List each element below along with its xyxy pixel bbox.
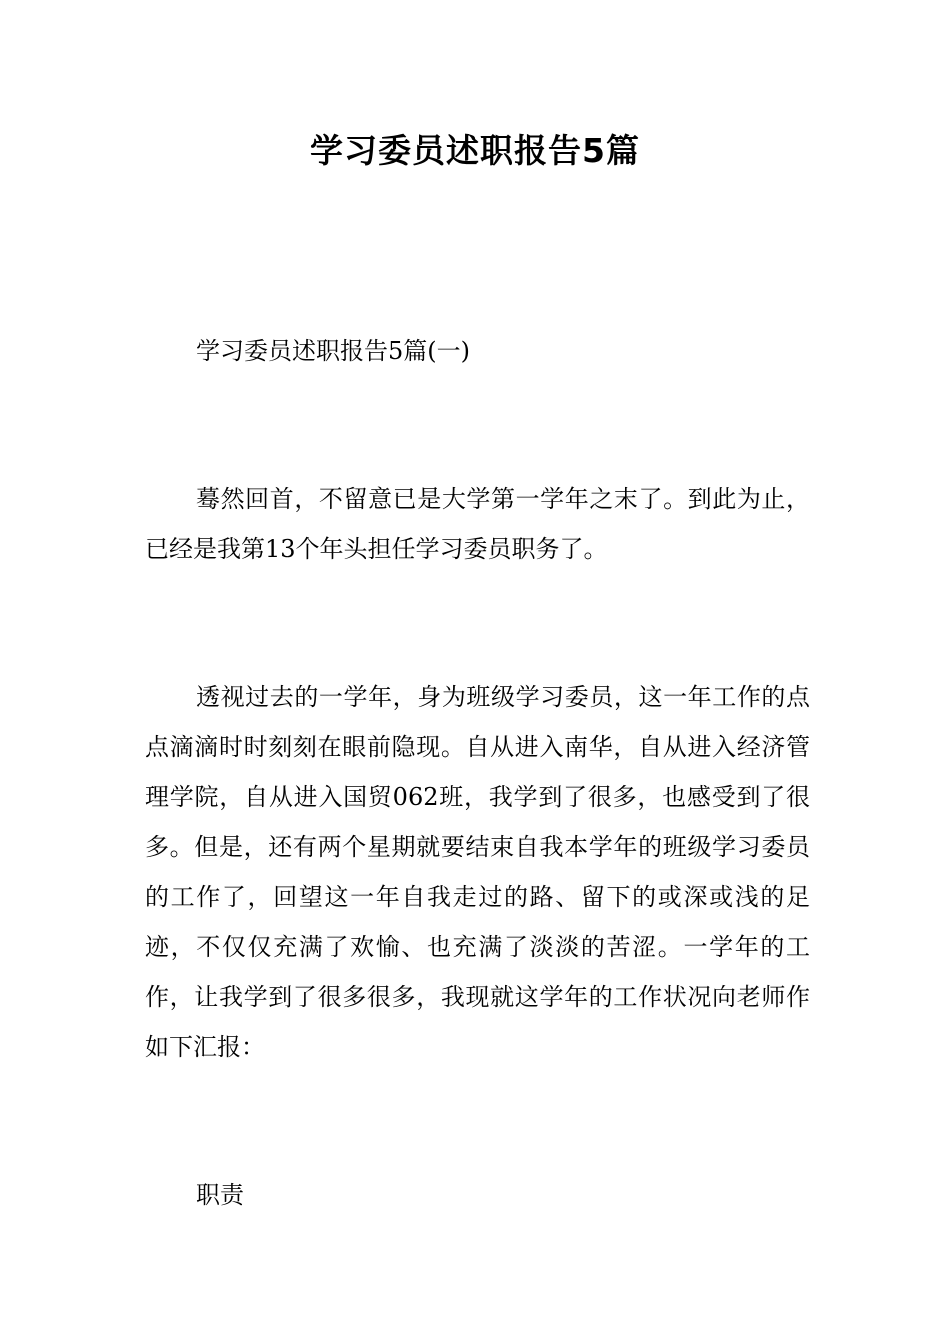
paragraph-intro: 蓦然回首，不留意已是大学第一学年之末了。到此为止，已经是我第13个年头担任学习委员职务了。: [145, 485, 810, 563]
section-subtitle: 学习委员述职报告5篇(一): [196, 337, 470, 365]
paragraph-review: 透视过去的一学年，身为班级学习委员，这一年工作的点点滴滴时时刻刻在眼前隐现。自从进入南华，自从进入经济管理学院，自从进入国贸062班，我学到了很多，也感受到了很多。但是，还有两个星期就要结束自我本学年的班级学习委员的工作了，回望这一年自我走过的路、留下的或深或浅的足迹，不仅仅充满了欢愉、也充满了淡淡的苦涩。一学年的工作，让我学到了很多很多，我现就这学年的工作状况向老师作如下汇报：: [145, 683, 810, 1061]
section-heading-duties: 职责: [196, 1181, 244, 1209]
document-title: 学习委员述职报告5篇: [310, 131, 640, 170]
